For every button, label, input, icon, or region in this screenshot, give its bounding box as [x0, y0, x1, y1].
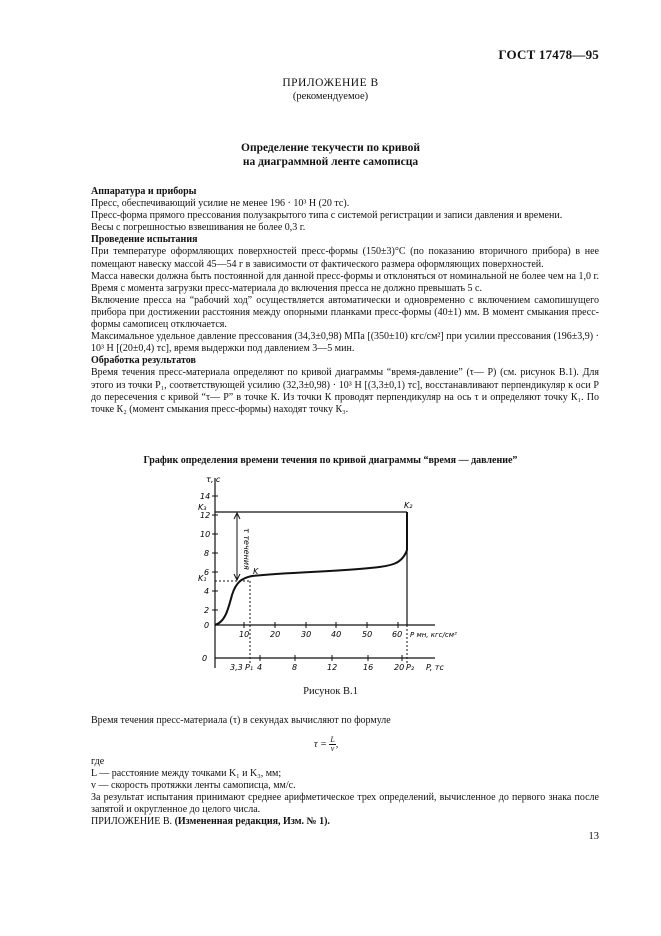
paragraph-switch: Включение пресса на “рабочий ход” осуществляется автоматически и одновременно с включением самопишущего прибора при достижении расстояния между опорными планками пресс-формы (40±1) мм. В момент смыкания пресс-формы самописец отключается.	[91, 294, 599, 331]
paragraph-processing: Время течения пресс-материала определяют по кривой диаграммы “время-давление” (τ— Р) (см. рисунок В.1). Для этого из точки Р₁, соответствующей усилию (32,3±0,98) · 10³ Н [(3,3±0,1) тс], восстанавливают перпендикуляр к оси Р до пересечения с кривой “τ— Р” в точке К. Из точки К проводят перпендикуляр на ось τ и определяют точку К₁. По точке К₂ (момент смыкания пресс-формы) находят точку К₃.	[91, 367, 599, 415]
lower-x-tick-12: 12	[327, 663, 338, 672]
standard-id: ГОСТ 17478—95	[498, 47, 599, 62]
lower-x-tick-8: 8	[292, 663, 298, 672]
y-tick-2: 2	[204, 606, 210, 615]
y-tick-14: 14	[200, 492, 211, 501]
apparatus-heading: Аппаратура и приборы	[91, 186, 197, 197]
lower-x-tick-p2: P₂	[406, 663, 415, 672]
page-number: 13	[588, 831, 599, 842]
paragraph-mold: Пресс-форма прямого прессования полузакрытого типа с системой регистрации и записи давления и времени.	[91, 210, 563, 222]
lower-x-tick-3-3: 3,3	[230, 663, 243, 672]
y-tick-6: 6	[204, 568, 210, 577]
lower-x-ticks	[202, 654, 444, 672]
y-tick-12: 12	[200, 511, 211, 520]
section-title-line1: Определение текучести по кривой	[241, 142, 420, 154]
body-text	[91, 186, 599, 416]
point-k2: K₂	[404, 501, 413, 510]
formula-intro	[91, 715, 599, 727]
lower-x-label: P, тс	[426, 663, 444, 672]
section-title	[0, 141, 661, 169]
upper-x-label: P мн, кгс/см²	[410, 631, 457, 639]
k3-mark: K₃	[198, 503, 207, 512]
tau-flow-label: τ течения	[242, 528, 251, 570]
paragraph-temperature: При температуре оформляющих поверхностей пресс-формы (150±3)°С (по показанию вторичного прибора) в нее помещают навеску массой 45—54 г в зависимости от фактического размера оформляющих поверхностей.	[91, 246, 599, 270]
test-heading: Проведение испытания	[91, 234, 198, 246]
formula	[314, 736, 338, 753]
upper-x-tick-30: 30	[301, 630, 312, 639]
upper-x-tick-20: 20	[270, 630, 281, 639]
upper-x-tick-40: 40	[331, 630, 342, 639]
paragraph-pressure: Максимальное удельное давление прессования (34,3±0,98) МПа [(350±10) кгс/см²] при усилии прессования (196±3,9) · 10³ Н [(20±0,4) тс], время выдержки под давлением 3—5 мин.	[91, 331, 599, 355]
paragraph-scales: Весы с погрешностью взвешивания не более 0,3 г.	[91, 222, 306, 234]
lower-x-tick-16: 16	[363, 663, 374, 672]
point-k: K	[253, 567, 259, 576]
formula-lhs: τ =	[314, 738, 327, 750]
time-pressure-graph	[180, 470, 480, 680]
figure-caption: Рисунок В.1	[303, 686, 358, 697]
formula-numerator: L	[330, 735, 335, 744]
paragraph-mass: Масса навески должна быть постоянной для данной пресс-формы и отклоняться от номинальной не более чем на 1,0 г. Время с момента загрузки пресс-материала до включения пресса не должно превышать 5 с.	[91, 270, 599, 294]
graph-title: График определения времени течения по кривой диаграммы “время — давление”	[143, 455, 518, 466]
upper-x-tick-50: 50	[362, 630, 373, 639]
formula-denominator: v	[330, 744, 335, 753]
bottom-text	[91, 756, 599, 828]
section-title-line2: на диаграммной ленте самописца	[242, 156, 419, 168]
l-definition: L — расстояние между точками K₁ и K₃, мм;	[91, 768, 282, 779]
upper-x-tick-60: 60	[392, 630, 403, 639]
lower-x-zero: 0	[202, 654, 208, 663]
y-axis-label: τ, с	[206, 475, 221, 484]
v-definition: v — скорость протяжки ленты самописца, мм/с.	[91, 780, 296, 791]
paragraph-press: Пресс, обеспечивающий усилие не менее 196 · 10³ Н (20 тс).	[91, 198, 350, 210]
lower-x-tick-p1: P₁	[245, 663, 254, 672]
result-text: За результат испытания принимают среднее арифметическое трех определений, вычисленное до первого знака после запятой и округленное до целого числа.	[91, 792, 599, 815]
formula-end: ,	[335, 738, 339, 750]
appendix-ref-label: ПРИЛОЖЕНИЕ В.	[91, 816, 173, 827]
lower-x-tick-4: 4	[257, 663, 263, 672]
y-tick-10: 10	[200, 530, 211, 539]
upper-x-tick-10: 10	[239, 630, 250, 639]
appendix-reference	[91, 816, 599, 828]
appendix-title: ПРИЛОЖЕНИЕ В	[282, 77, 379, 89]
k1-mark: K₁	[198, 574, 207, 583]
processing-heading: Обработка результатов	[91, 355, 196, 367]
y-tick-4: 4	[204, 587, 210, 596]
where-text: где	[91, 756, 105, 767]
formula-intro-text: Время течения пресс-материала (τ) в секундах вычисляют по формуле	[91, 715, 391, 726]
y-tick-8: 8	[204, 549, 210, 558]
appendix-subtitle: (рекомендуемое)	[292, 91, 369, 102]
appendix-ref-edit: (Измененная редакция, Изм. № 1).	[174, 816, 330, 827]
lower-x-tick-20: 20	[394, 663, 405, 672]
y-tick-0: 0	[204, 621, 210, 630]
